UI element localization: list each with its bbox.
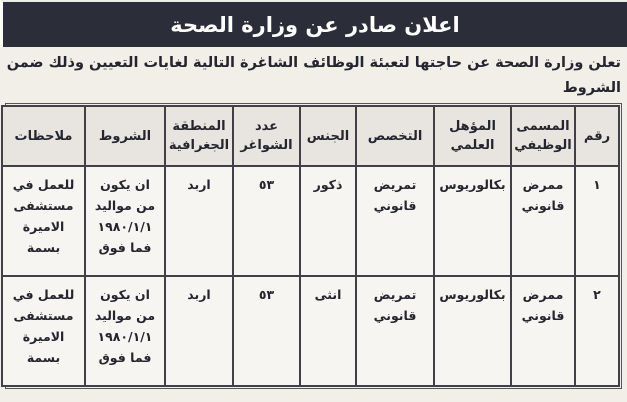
table-header-row bbox=[2, 106, 619, 166]
cell-row2-job-title: ممرض قانوني bbox=[511, 276, 575, 386]
column-header-specialization: التخصص bbox=[356, 106, 434, 166]
cell-row1-qualification: بكالوريوس bbox=[434, 166, 511, 276]
column-header-region: المنطقة الجغرافية bbox=[165, 106, 233, 166]
column-header-qualification: المؤهل العلمي bbox=[434, 106, 511, 166]
jobs-table-frame bbox=[5, 103, 622, 389]
cell-row2-notes: للعمل في مستشفى الاميرة بسمة bbox=[2, 276, 85, 386]
cell-row1-specialization: تمريض قانوني bbox=[356, 166, 434, 276]
cell-row1-job-title: ممرض قانوني bbox=[511, 166, 575, 276]
table-row bbox=[2, 276, 619, 386]
cell-row2-vacancies: ٥٣ bbox=[233, 276, 300, 386]
column-header-num: رقم bbox=[575, 106, 619, 166]
column-header-job-title: المسمى الوظيفي bbox=[511, 106, 575, 166]
intro-line-1: تعلن وزارة الصحة عن حاجتها لتعبئة الوظائف الشاغرة التالية لغايات التعيين وذلك ضمن الشروط bbox=[6, 55, 621, 96]
cell-row1-notes: للعمل في مستشفى الاميرة بسمة bbox=[2, 166, 85, 276]
announcement-banner bbox=[0, 0, 627, 47]
cell-row2-conditions: ان يكون من مواليد ١٩٨٠/١/١ فما فوق bbox=[85, 276, 165, 386]
column-header-conditions: الشروط bbox=[85, 106, 165, 166]
cell-row2-qualification: بكالوريوس bbox=[434, 276, 511, 386]
column-header-notes: ملاحظات bbox=[2, 106, 85, 166]
cell-row2-region: اربد bbox=[165, 276, 233, 386]
cell-row1-gender: ذكور bbox=[300, 166, 356, 276]
banner-title: اعلان صادر عن وزارة الصحة bbox=[170, 12, 460, 37]
column-header-vacancies: عدد الشواغر bbox=[233, 106, 300, 166]
cell-row2-num: ٢ bbox=[575, 276, 619, 386]
cell-row2-gender: انثى bbox=[300, 276, 356, 386]
cell-row1-conditions: ان يكون من مواليد ١٩٨٠/١/١ فما فوق bbox=[85, 166, 165, 276]
cell-row1-num: ١ bbox=[575, 166, 619, 276]
jobs-table bbox=[1, 105, 620, 387]
cell-row2-specialization: تمريض قانوني bbox=[356, 276, 434, 386]
cell-row1-region: اربد bbox=[165, 166, 233, 276]
table-row bbox=[2, 166, 619, 276]
cell-row1-vacancies: ٥٣ bbox=[233, 166, 300, 276]
column-header-gender: الجنس bbox=[300, 106, 356, 166]
